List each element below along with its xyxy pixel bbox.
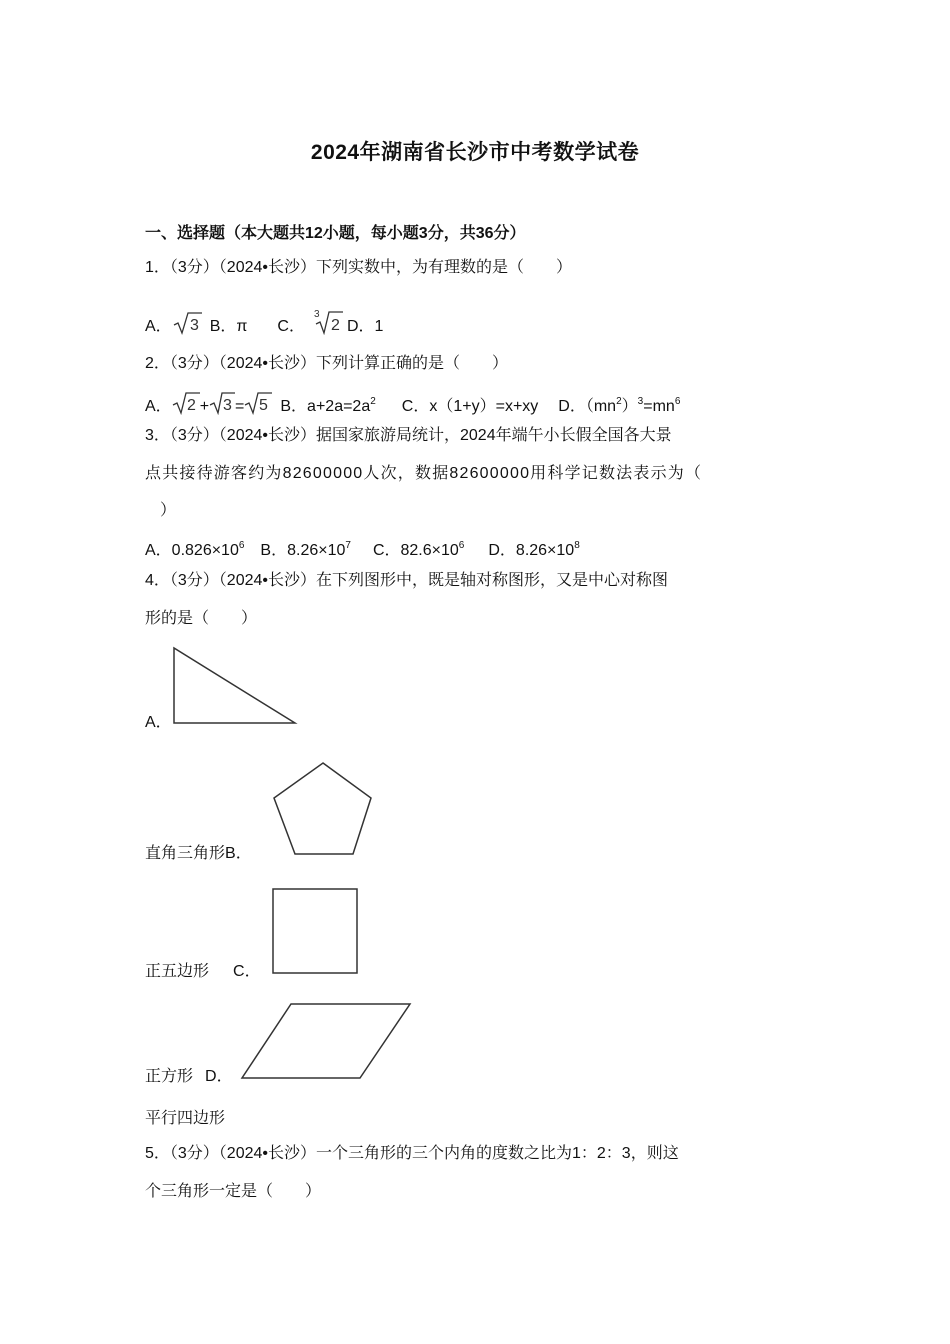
parallelogram-figure — [238, 1000, 414, 1082]
cube-root-icon — [313, 307, 343, 341]
question-2-options — [145, 391, 680, 421]
question-5-stem-line-1: 5．（3分）（2024•长沙）一个三角形的三个内角的度数之比为1：2：3，则这 — [145, 1145, 679, 1162]
option-c-label: C． — [233, 963, 261, 980]
question-1-options — [145, 307, 383, 341]
option-c: C．$82.6\times 10^6$ — [372, 540, 465, 559]
caption-regular-pentagon: 正五边形 — [145, 963, 210, 980]
radicand: 3 — [189, 317, 199, 334]
question-3-stem-line-3: ） — [160, 502, 177, 519]
question-4-stem-line-1: 4．（3分）（2024•长沙）在下列图形中，既是轴对称图形，又是中心对称图 — [145, 572, 668, 589]
option-c-line — [145, 962, 261, 982]
option-b-label: B． — [225, 845, 252, 862]
option-d-line — [145, 1067, 233, 1087]
question-3-stem-line-1: 3．（3分）（2024•长沙）据国家旅游局统计，2024年端午小长假全国各大景 — [145, 427, 672, 444]
sqrt-icon — [172, 311, 202, 341]
svg-text:2: 2 — [186, 397, 196, 414]
option-a: A．$0.826\times 10^6$ — [145, 540, 245, 559]
svg-text:5: 5 — [259, 397, 269, 414]
option-d: D．1 — [346, 318, 384, 335]
regular-pentagon-figure — [268, 758, 376, 860]
question-3-stem-line-2: 点共接待游客约为82600000人次，数据82600000用科学记数法表示为（ — [145, 465, 703, 482]
option-d: D．$8.26\times 10^8$ — [488, 540, 580, 559]
sqrt-icon — [172, 391, 200, 421]
question-4-stem-line-2: 形的是（ ） — [145, 610, 258, 627]
option-a-label: A． — [145, 714, 172, 731]
svg-text:3: 3 — [223, 397, 232, 414]
option-b: B．π — [209, 318, 248, 335]
equals-sign: = — [235, 398, 245, 415]
caption-right-triangle: 直角三角形 — [145, 845, 226, 862]
question-5-stem-line-2: 个三角形一定是（ ） — [145, 1183, 322, 1200]
option-b: B．$8.26\times 10^7$ — [260, 540, 351, 559]
option-b-line — [145, 844, 252, 864]
caption-square: 正方形 — [145, 1068, 194, 1085]
question-2-stem: 2．（3分）（2024•长沙）下列计算正确的是（ ） — [145, 355, 508, 372]
exam-title: 2024年湖南省长沙市中考数学试卷 — [310, 141, 640, 164]
sqrt-icon — [209, 391, 235, 421]
option-d-label: D． — [205, 1068, 233, 1085]
radicand: 2 — [330, 317, 340, 334]
option-a-label: A． — [145, 398, 172, 415]
option-b: B．$a+2a=2a^2$ — [280, 396, 376, 415]
option-c: C．x（1+y）=x+xy — [401, 398, 539, 415]
plus-sign: + — [199, 398, 210, 415]
option-a-label: A． — [145, 318, 172, 335]
sqrt-icon — [244, 391, 272, 421]
caption-parallelogram: 平行四边形 — [145, 1110, 226, 1127]
right-triangle-figure — [168, 644, 300, 728]
square-figure — [270, 886, 360, 976]
option-d: D．$(mn^2)^3=mn^6$ — [558, 396, 681, 415]
section-heading: 一、选择题（本大题共12小题，每小题3分，共36分） — [145, 225, 526, 242]
question-3-options — [145, 536, 580, 561]
root-index: 3 — [313, 309, 320, 320]
question-1-stem: 1．（3分）（2024•长沙）下列实数中，为有理数的是（ ） — [145, 259, 572, 276]
option-c-label: C． — [277, 318, 305, 335]
